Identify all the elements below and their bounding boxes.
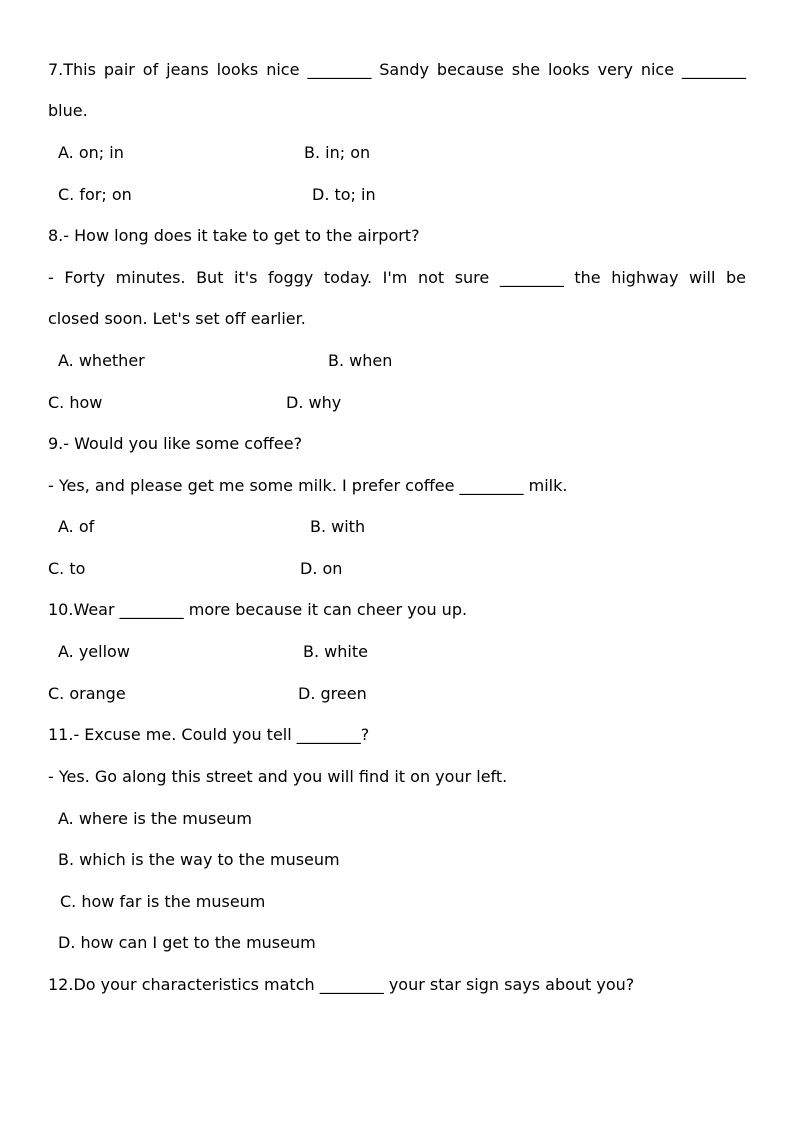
word: minutes. (115, 268, 186, 287)
word: Forty (64, 268, 106, 287)
q10-stem: 10.Wear ________ more because it can cheer you up. (48, 600, 468, 619)
q8-option-b: B. when (328, 351, 393, 370)
q11-option-b: B. which is the way to the museum (58, 850, 340, 869)
word: the (574, 268, 601, 287)
q10-option-a: A. yellow (58, 642, 130, 661)
word: But (196, 268, 224, 287)
blank: ________ (499, 268, 564, 287)
q12-stem: 12.Do your characteristics match ________ your star sign says about you? (48, 975, 635, 994)
q9-option-a: A. of (58, 517, 95, 536)
q7-line2: blue. (48, 101, 88, 120)
q9-option-c: C. to (48, 559, 86, 578)
q7-option-a: A. on; in (58, 143, 124, 162)
word: it's (234, 268, 258, 287)
q8-line1 (48, 268, 746, 288)
word: looks (548, 60, 590, 79)
q8-option-a: A. whether (58, 351, 145, 370)
q7-option-c: C. for; on (58, 185, 132, 204)
word: I'm (382, 268, 408, 287)
q11-option-c: C. how far is the museum (60, 892, 266, 911)
q9-option-d: D. on (300, 559, 343, 578)
word: sure (454, 268, 490, 287)
word: pair (103, 60, 135, 79)
q8-option-c: C. how (48, 393, 103, 412)
q7-line1 (48, 60, 746, 80)
word: nice (266, 60, 300, 79)
q7-option-b: B. in; on (304, 143, 371, 162)
word: Sandy (379, 60, 429, 79)
q11-stem: 11.- Excuse me. Could you tell ________? (48, 725, 370, 744)
q10-option-c: C. orange (48, 684, 126, 703)
word: because (436, 60, 504, 79)
word: she (511, 60, 541, 79)
word: be (726, 268, 746, 287)
word: foggy (268, 268, 314, 287)
word: will (689, 268, 716, 287)
blank: ________ (682, 60, 746, 79)
word: nice (640, 60, 675, 79)
word: highway (611, 268, 679, 287)
q10-option-d: D. green (298, 684, 367, 703)
q8-option-d: D. why (286, 393, 342, 412)
word: very (597, 60, 633, 79)
q11-option-a: A. where is the museum (58, 809, 252, 828)
q8-stem: 8.- How long does it take to get to the airport? (48, 226, 420, 245)
q8-line2: closed soon. Let's set off earlier. (48, 309, 306, 328)
q9-reply: - Yes, and please get me some milk. I prefer coffee ________ milk. (48, 476, 568, 495)
word: - (48, 268, 54, 287)
q9-stem: 9.- Would you like some coffee? (48, 434, 303, 453)
blank: ________ (307, 60, 372, 79)
word: 7.This (48, 60, 96, 79)
word: not (417, 268, 445, 287)
q10-option-b: B. white (303, 642, 368, 661)
q9-option-b: B. with (310, 517, 366, 536)
q11-option-d: D. how can I get to the museum (58, 933, 316, 952)
word: looks (216, 60, 259, 79)
q7-option-d: D. to; in (312, 185, 376, 204)
q11-reply: - Yes. Go along this street and you will find it on your left. (48, 767, 508, 786)
word: of (142, 60, 159, 79)
word: today. (323, 268, 373, 287)
word: jeans (166, 60, 209, 79)
